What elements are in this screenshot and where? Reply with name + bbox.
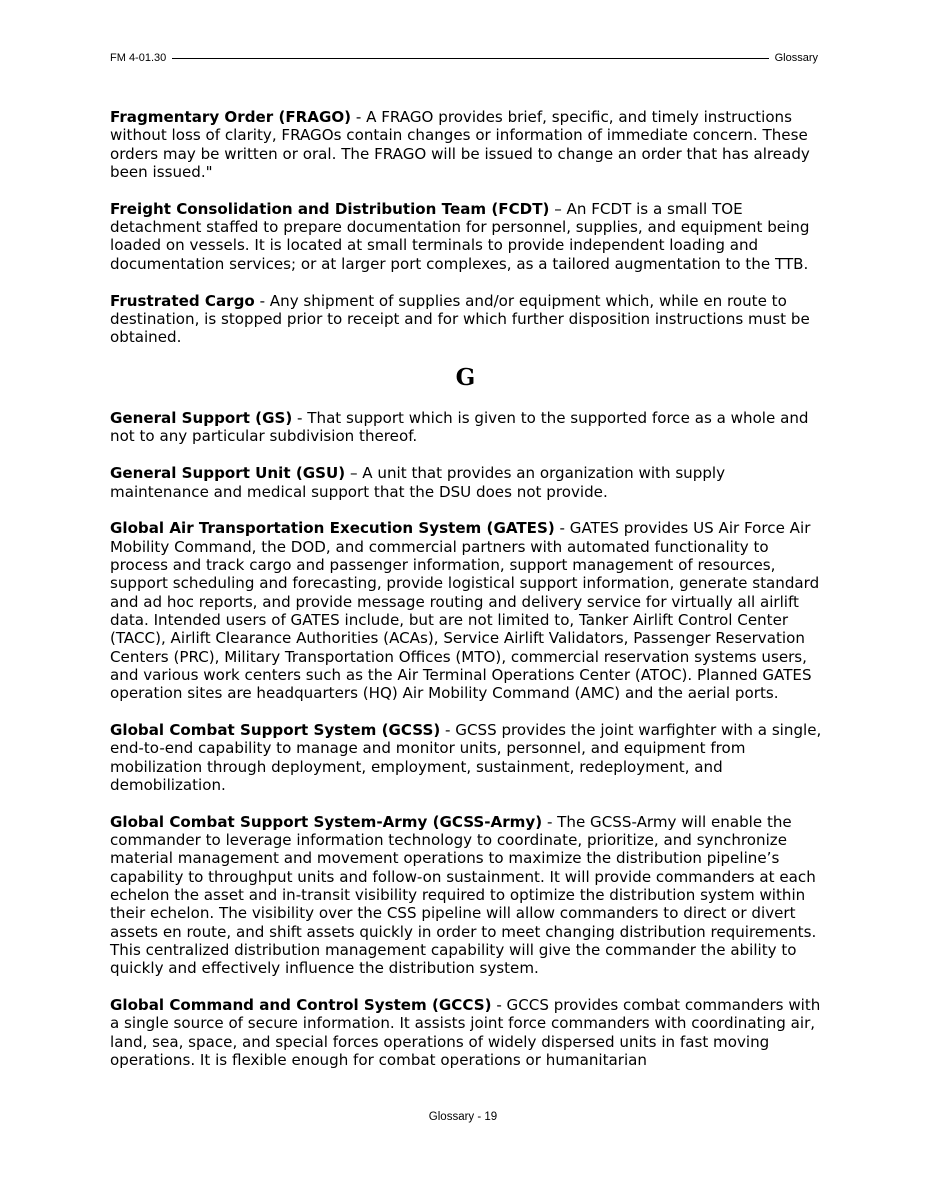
glossary-definition: - That support which is given to the supported force as a whole and not to any particular subdivision thereof. — [110, 409, 809, 446]
header-doc-id: FM 4-01.30 — [110, 52, 167, 64]
glossary-entry — [110, 292, 822, 347]
glossary-term: Global Air Transportation Execution System (GATES) — [110, 519, 555, 538]
glossary-term: Global Combat Support System (GCSS) — [110, 720, 441, 739]
glossary-definition: – A unit that provides an organization with supply maintenance and medical support that the DSU does not provide. — [110, 464, 726, 501]
glossary-entry — [110, 464, 822, 501]
glossary-entry — [110, 519, 822, 702]
header-rule — [172, 58, 768, 59]
glossary-term: Global Command and Control System (GCCS) — [110, 996, 492, 1015]
page-footer — [0, 1111, 926, 1123]
glossary-term: General Support (GS) — [110, 409, 293, 428]
glossary-definition: - GCCS provides combat commanders with a single source of secure information. It assists joint force commanders with coordinating air, land, sea, space, and special forces operations of widely dispersed units in fast moving operations. It is flexible enough for combat operations or humanitarian — [110, 996, 821, 1069]
glossary-entry — [110, 996, 822, 1069]
glossary-term: Global Combat Support System-Army (GCSS-Army) — [110, 812, 543, 831]
glossary-term: Frustrated Cargo — [110, 291, 255, 310]
glossary-definition: - The GCSS-Army will enable the commander to leverage information technology to coordinate, prioritize, and synchronize material management and movement operations to maximize the distribution pipeline’s capability to throughput units and follow-on sustainment. It will provide commanders at each echelon the asset and in-transit visibility required to optimize the distribution system within their echelon. The visibility over the CSS pipeline will allow commanders to direct or divert assets en route, and shift assets quickly in order to meet changing distribution requirements. This centralized distribution management capability will give the commander the ability to quickly and effectively influence the distribution system. — [110, 812, 817, 978]
page-header — [110, 52, 818, 64]
glossary-entry — [110, 409, 822, 446]
header-section: Glossary — [774, 52, 818, 64]
glossary-term: Freight Consolidation and Distribution Team (FCDT) — [110, 199, 550, 218]
glossary-definition: - GCSS provides the joint warfighter with a single, end-to-end capability to manage and monitor units, personnel, and equipment from mobilization through deployment, employment, sustainment, redeployment, and demobilization. — [110, 720, 822, 794]
glossary-term: Fragmentary Order (FRAGO) — [110, 108, 352, 126]
glossary-definition: - A FRAGO provides brief, specific, and timely instructions without loss of clarity, FRAGOs contain changes or information of immediate concern. These orders may be written or oral. The FRAGO will be issued to change an order that has already been issued." — [110, 108, 810, 181]
glossary-entry — [110, 721, 822, 794]
glossary-entry — [110, 108, 822, 181]
glossary-term: General Support Unit (GSU) — [110, 464, 346, 483]
glossary-entry — [110, 200, 822, 273]
glossary-entry — [110, 813, 822, 978]
glossary-definition: – An FCDT is a small TOE detachment staffed to prepare documentation for personnel, supplies, and equipment being loaded on vessels. It is located at small terminals to provide independent loading and documentation services; or at larger port complexes, as a tailored augmentation to the TTB. — [110, 199, 810, 273]
glossary-content — [110, 108, 822, 1088]
section-letter-heading: G — [455, 364, 477, 392]
glossary-definition: - GATES provides US Air Force Air Mobility Command, the DOD, and commercial partners with automated functionality to process and track cargo and passenger information, support management of resources, support scheduling and forecasting, provide logistical support information, generate standard and ad hoc reports, and provide message routing and delivery service for virtually all airlift data. Intended users of GATES include, but are not limited to, Tanker Airlift Control Center (TACC), Airlift Clearance Authorities (ACAs), Service Airlift Validators, Passenger Reservation Centers (PRC), Military Transportation Offices (MTO), commercial reservation systems users, and various work centers such as the Air Terminal Operations Center (ATOC). Planned GATES operation sites are headquarters (HQ) Air Mobility Command (AMC) and the aerial ports. — [110, 519, 820, 703]
page-number: Glossary - 19 — [428, 1111, 498, 1123]
glossary-definition: - Any shipment of supplies and/or equipment which, while en route to destination, is stopped prior to receipt and for which further disposition instructions must be obtained. — [110, 291, 810, 347]
